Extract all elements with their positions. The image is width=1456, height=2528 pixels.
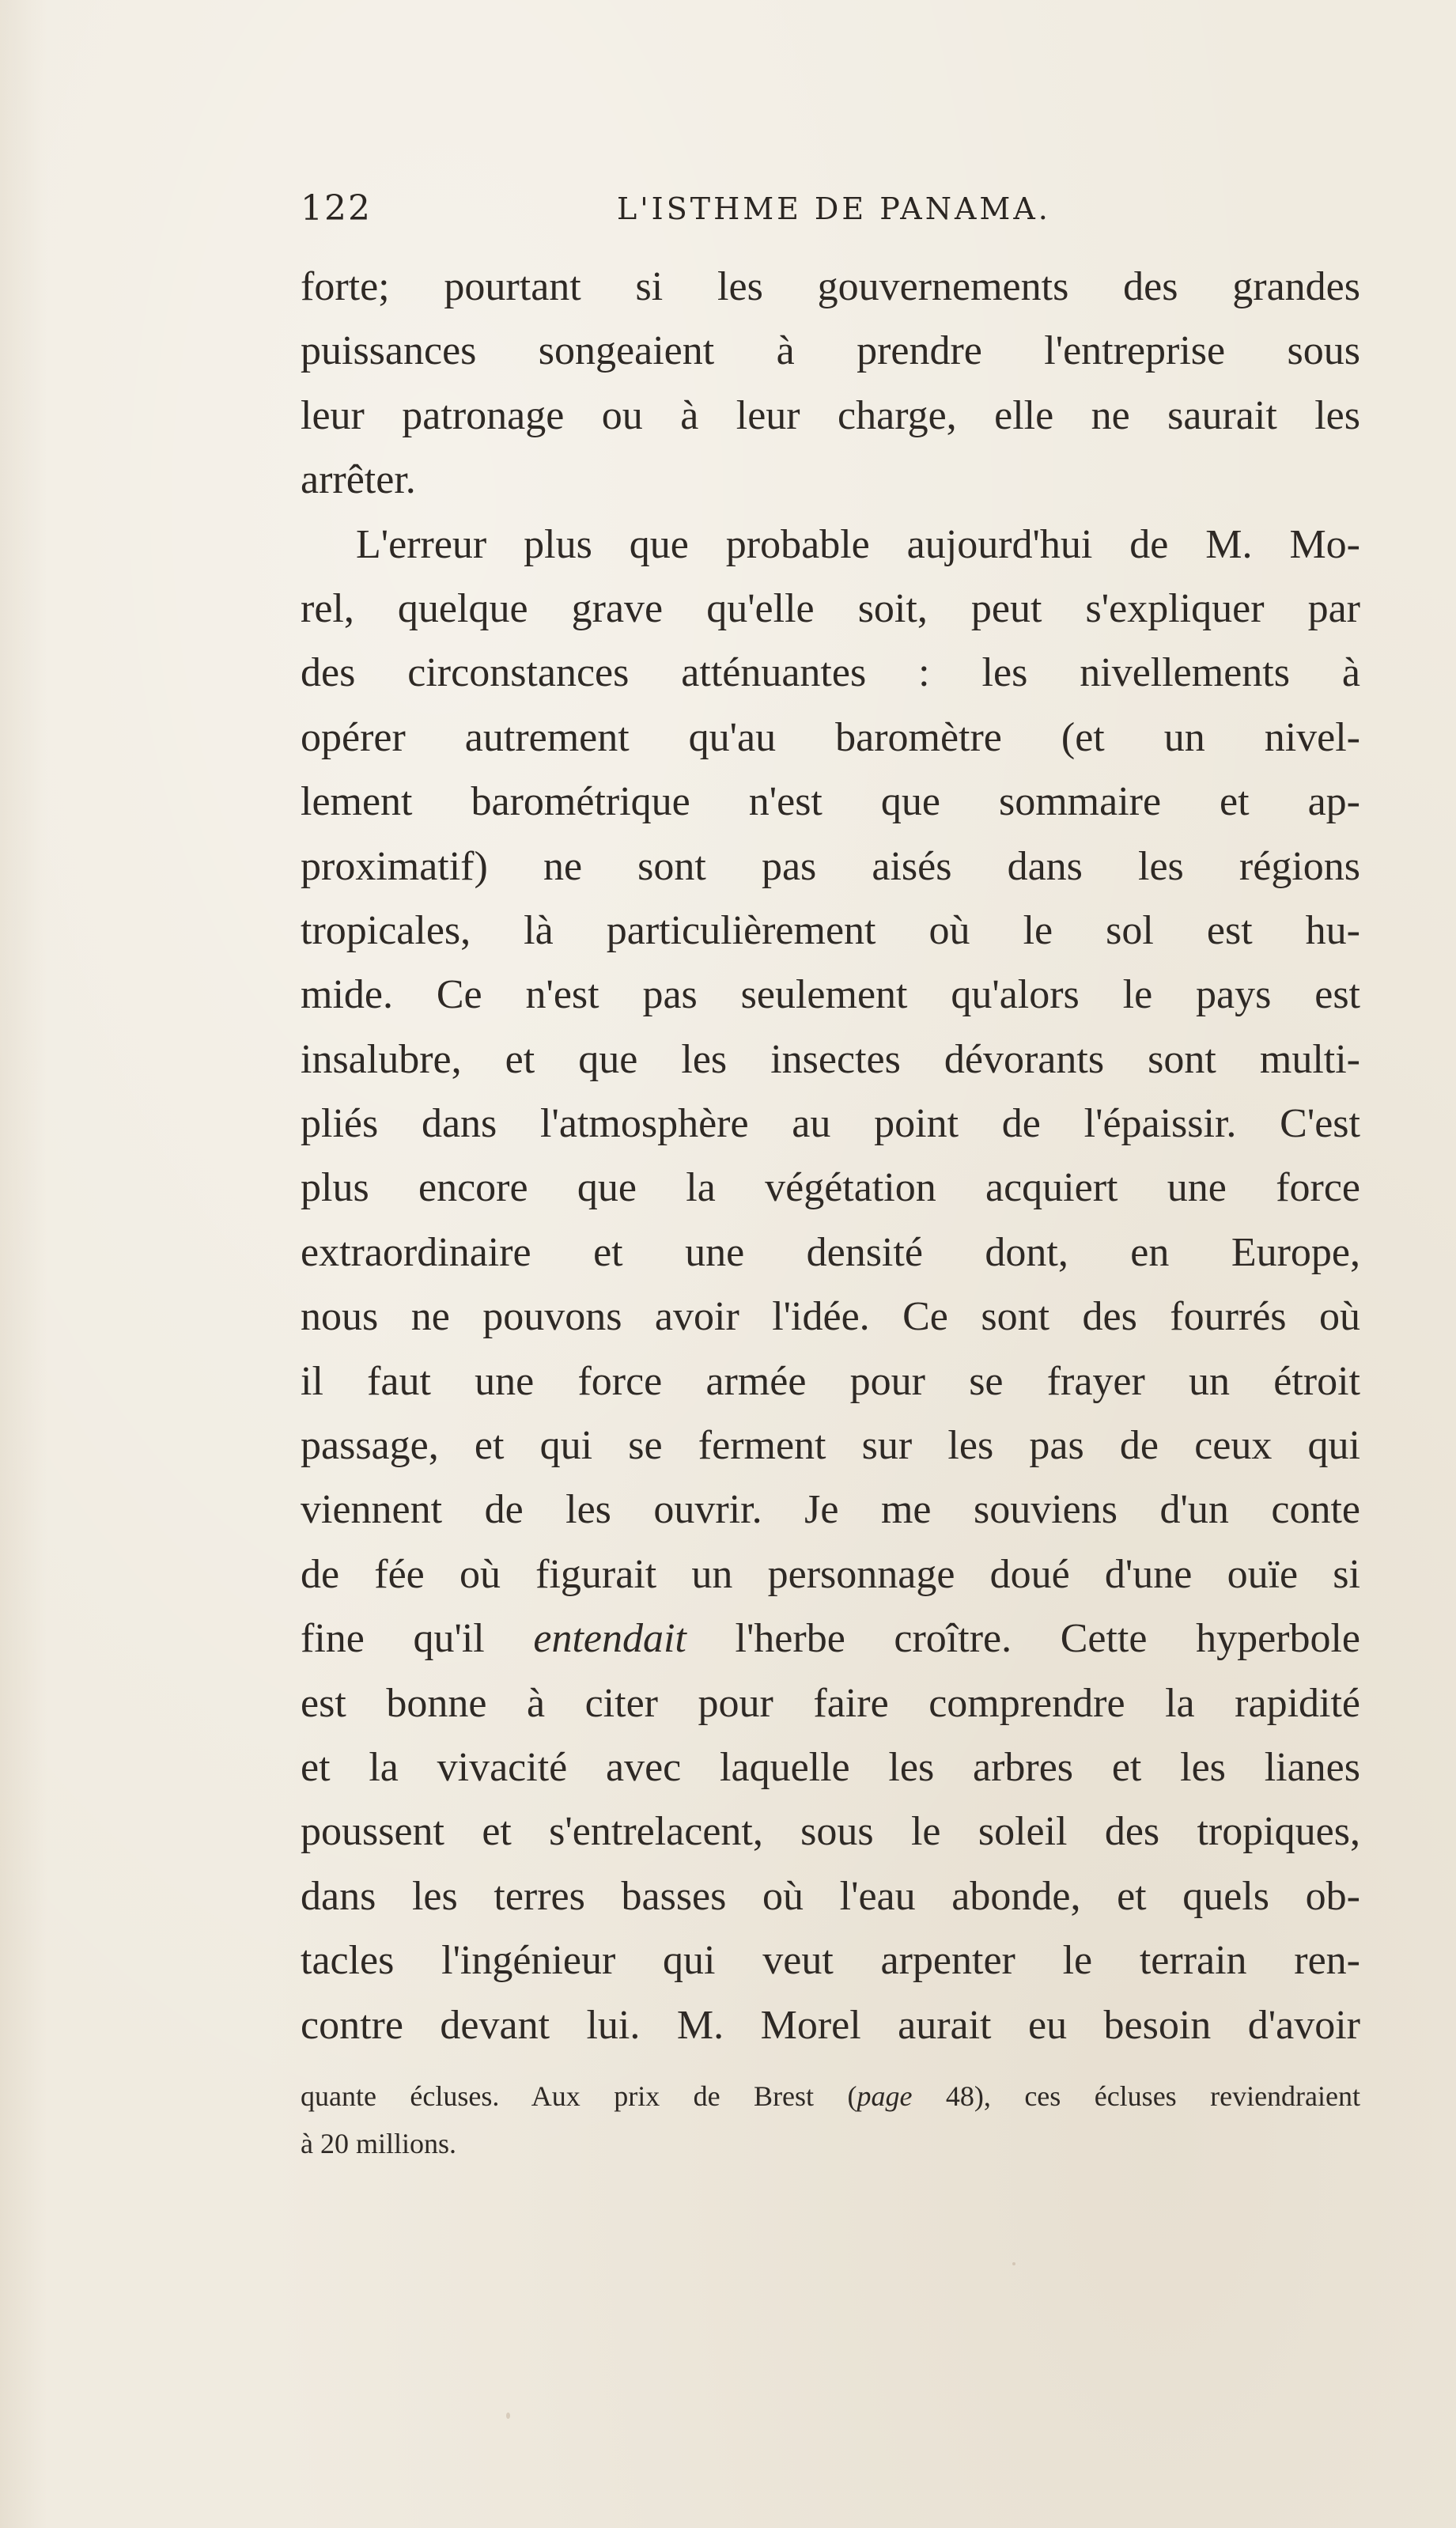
text-segment: l'herbe croître. Cette hyperbole bbox=[686, 1616, 1360, 1662]
text-line: extraordinaire et une densité dont, en Europe, bbox=[301, 1229, 1360, 1275]
footnote-line bbox=[301, 2072, 1360, 2120]
text-line: L'erreur plus que probable aujourd'hui de M. Mo- bbox=[356, 521, 1360, 567]
running-title: L'ISTHME DE PANAMA. bbox=[617, 191, 1051, 226]
text-line: est bonne à citer pour faire comprendre la rapidité bbox=[301, 1680, 1360, 1726]
text-line: viennent de les ouvrir. Je me souviens d'un conte bbox=[301, 1487, 1360, 1533]
text-line: leur patronage ou à leur charge, elle ne saurait les bbox=[301, 392, 1360, 438]
paper-stain bbox=[506, 2413, 510, 2419]
text-line: rel, quelque grave qu'elle soit, peut s'expliquer par bbox=[301, 585, 1360, 631]
text-line: plus encore que la végétation acquiert une force bbox=[301, 1165, 1360, 1211]
text-line: des circonstances atténuantes : les nivellements à bbox=[301, 650, 1360, 696]
text-line: forte; pourtant si les gouvernements des grandes bbox=[301, 264, 1360, 309]
body-text bbox=[301, 255, 1360, 2057]
text-line: arrêter. bbox=[301, 457, 416, 503]
text-line bbox=[301, 1606, 1360, 1671]
text-line: nous ne pouvons avoir l'idée. Ce sont des fourrés où bbox=[301, 1294, 1360, 1340]
text-segment: fine qu'il bbox=[301, 1616, 534, 1662]
text-line: et la vivacité avec laquelle les arbres et les lianes bbox=[301, 1744, 1360, 1790]
footnote-line: à 20 millions. bbox=[301, 2128, 456, 2159]
text-line: mide. Ce n'est pas seulement qu'alors le pays est bbox=[301, 972, 1360, 1018]
text-segment: 48), ces écluses reviendraient bbox=[912, 2080, 1361, 2112]
text-line: puissances songeaient à prendre l'entreprise sous bbox=[301, 328, 1360, 374]
text-line: il faut une force armée pour se frayer un étroit bbox=[301, 1358, 1360, 1404]
text-line: pliés dans l'atmosphère au point de l'épaissir. C'est bbox=[301, 1101, 1360, 1147]
text-line: passage, et qui se ferment sur les pas de ceux qui bbox=[301, 1423, 1360, 1469]
text-line: poussent et s'entrelacent, sous le soleil des tropiques, bbox=[301, 1809, 1360, 1855]
text-segment: quante écluses. Aux prix de Brest ( bbox=[301, 2080, 857, 2112]
text-line: insalubre, et que les insectes dévorants sont multi- bbox=[301, 1036, 1360, 1082]
text-line: tropicales, là particulièrement où le sol est hu- bbox=[301, 907, 1360, 953]
text-line: opérer autrement qu'au baromètre (et un nivel- bbox=[301, 714, 1360, 760]
running-head bbox=[301, 188, 1360, 236]
text-line: proximatif) ne sont pas aisés dans les régions bbox=[301, 843, 1360, 889]
paper-stain bbox=[1012, 2262, 1015, 2265]
footnote bbox=[301, 2072, 1360, 2167]
italic-word: entendait bbox=[533, 1616, 686, 1662]
text-line: de fée où figurait un personnage doué d'une ouïe si bbox=[301, 1551, 1360, 1597]
text-line: contre devant lui. M. Morel aurait eu besoin d'avoir bbox=[301, 2002, 1360, 2048]
text-line: tacles l'ingénieur qui veut arpenter le terrain ren- bbox=[301, 1938, 1360, 1984]
italic-word: page bbox=[857, 2080, 913, 2112]
page-number: 122 bbox=[301, 188, 372, 229]
text-line: dans les terres basses où l'eau abonde, et quels ob- bbox=[301, 1873, 1360, 1919]
text-line: lement barométrique n'est que sommaire et ap- bbox=[301, 779, 1360, 825]
